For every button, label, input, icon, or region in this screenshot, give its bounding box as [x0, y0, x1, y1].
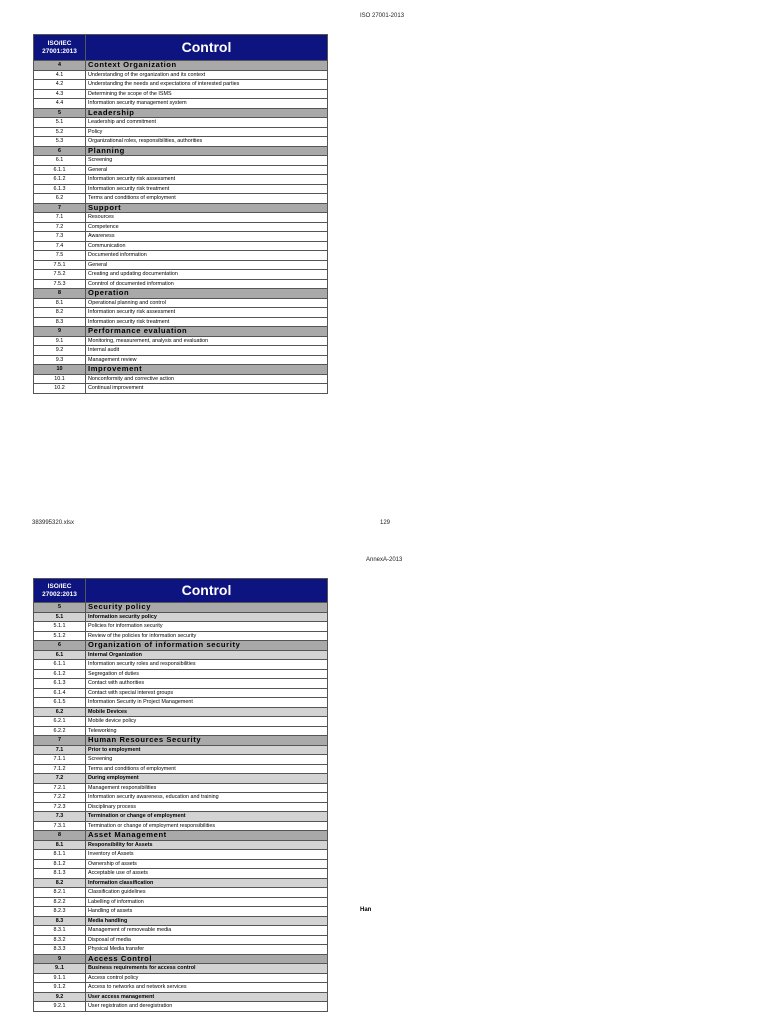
clause-number: 6.1.5 — [34, 698, 86, 708]
clause-title: Policy — [86, 127, 328, 137]
clause-title: Responsibility for Assets — [86, 840, 328, 850]
subsection-row — [34, 612, 328, 622]
table-row — [34, 973, 328, 983]
clause-title: Resources — [86, 213, 328, 223]
subsection-row — [34, 840, 328, 850]
table-row — [34, 374, 328, 384]
clause-number: 9.2.1 — [34, 1002, 86, 1012]
clause-title: Termination or change of employment responsibilities — [86, 821, 328, 831]
clause-number: 8.2.3 — [34, 907, 86, 917]
clause-number: 6.1.2 — [34, 175, 86, 185]
clause-number: 4.1 — [34, 70, 86, 80]
table-row — [34, 317, 328, 327]
clause-number: 6.1.3 — [34, 184, 86, 194]
clause-title: Operational planning and control — [86, 298, 328, 308]
clause-number: 8.1 — [34, 298, 86, 308]
clause-title: Security policy — [86, 603, 328, 613]
clause-number: 9 — [34, 954, 86, 964]
table-row — [34, 175, 328, 185]
clause-number: 5.1.1 — [34, 622, 86, 632]
subsection-row — [34, 774, 328, 784]
table-row — [34, 355, 328, 365]
table-row — [34, 308, 328, 318]
clause-number: 6.1 — [34, 156, 86, 166]
clause-title: Physical Media transfer — [86, 945, 328, 955]
section-row — [34, 108, 328, 118]
clause-number: 5 — [34, 108, 86, 118]
table-row — [34, 821, 328, 831]
table-row — [34, 184, 328, 194]
section-row — [34, 736, 328, 746]
clause-title: Contact with special interest groups — [86, 688, 328, 698]
table-row — [34, 907, 328, 917]
clause-number: 7.5.1 — [34, 260, 86, 270]
subsection-row — [34, 745, 328, 755]
table-row — [34, 660, 328, 670]
clause-title: Context Organization — [86, 61, 328, 71]
table-row — [34, 270, 328, 280]
side-note: Han — [360, 907, 372, 913]
clause-title: Prior to employment — [86, 745, 328, 755]
clause-number: 7.2.3 — [34, 802, 86, 812]
clause-title: Termination or change of employment — [86, 812, 328, 822]
table-title-row — [34, 579, 328, 603]
clause-title: During employment — [86, 774, 328, 784]
clause-title: Understanding of the organization and its context — [86, 70, 328, 80]
clause-number: 6 — [34, 641, 86, 651]
clause-number: 6.1.4 — [34, 688, 86, 698]
clause-number: 8.2 — [34, 878, 86, 888]
table-row — [34, 384, 328, 394]
table-row — [34, 926, 328, 936]
clause-number: 8.3.1 — [34, 926, 86, 936]
table-row — [34, 251, 328, 261]
clause-title: Terms and conditions of employment — [86, 194, 328, 204]
clause-number: 6 — [34, 146, 86, 156]
clause-title: Internal Organization — [86, 650, 328, 660]
table-row — [34, 70, 328, 80]
clause-number: 5.1.2 — [34, 631, 86, 641]
clause-title: Awareness — [86, 232, 328, 242]
clause-number: 8.3 — [34, 916, 86, 926]
clause-title: Management responsibilities — [86, 783, 328, 793]
table-row — [34, 118, 328, 128]
table-row — [34, 935, 328, 945]
clause-title: Segregation of duties — [86, 669, 328, 679]
table-row — [34, 850, 328, 860]
clause-title: Business requirements for access control — [86, 964, 328, 974]
table-row — [34, 688, 328, 698]
table-row — [34, 194, 328, 204]
clause-number: 5 — [34, 603, 86, 613]
clause-number: 7.3 — [34, 812, 86, 822]
clause-title: Operation — [86, 289, 328, 299]
table-row — [34, 717, 328, 727]
table-row — [34, 156, 328, 166]
clause-number: 9 — [34, 327, 86, 337]
clause-number: 6.1.2 — [34, 669, 86, 679]
subsection-row — [34, 916, 328, 926]
clause-number: 7.2 — [34, 774, 86, 784]
standard-label: ISO/IEC 27002:2013 — [34, 579, 86, 603]
clause-title: Competence — [86, 222, 328, 232]
clause-title: Organizational roles, responsibilities, authorities — [86, 137, 328, 147]
clause-title: User access management — [86, 992, 328, 1002]
clause-title: Support — [86, 203, 328, 213]
clause-number: 8 — [34, 289, 86, 299]
page-footer-number: 129 — [380, 520, 391, 526]
table-row — [34, 232, 328, 242]
table-row — [34, 726, 328, 736]
clause-number: 4.4 — [34, 99, 86, 109]
table-row — [34, 793, 328, 803]
clause-title: Acceptable use of assets — [86, 869, 328, 879]
clause-number: 10 — [34, 365, 86, 375]
table-row — [34, 1002, 328, 1012]
clause-title: Disposal of media — [86, 935, 328, 945]
section-row — [34, 289, 328, 299]
clause-title: Leadership — [86, 108, 328, 118]
section-row — [34, 61, 328, 71]
clause-title: Handling of assets — [86, 907, 328, 917]
clause-number: 6.1.1 — [34, 165, 86, 175]
section-row — [34, 203, 328, 213]
table-row — [34, 679, 328, 689]
table-row — [34, 669, 328, 679]
clause-title: Information Security in Project Management — [86, 698, 328, 708]
subsection-row — [34, 812, 328, 822]
clause-title: Asset Management — [86, 831, 328, 841]
clause-number: 7.5 — [34, 251, 86, 261]
clause-title: Policies for information security — [86, 622, 328, 632]
clause-title: Nonconformity and corrective action — [86, 374, 328, 384]
iso-27001-control-table — [33, 34, 328, 394]
clause-title: Management review — [86, 355, 328, 365]
table-row — [34, 888, 328, 898]
clause-title: Information security policy — [86, 612, 328, 622]
clause-number: 6.2.2 — [34, 726, 86, 736]
subsection-row — [34, 707, 328, 717]
subsection-row — [34, 650, 328, 660]
clause-title: Creating and updating documentation — [86, 270, 328, 280]
clause-number: 9.1.1 — [34, 973, 86, 983]
clause-number: 5.3 — [34, 137, 86, 147]
table-row — [34, 869, 328, 879]
clause-number: 7.1 — [34, 213, 86, 223]
table-row — [34, 99, 328, 109]
clause-title: Information security risk treatment — [86, 317, 328, 327]
clause-number: 6.2.1 — [34, 717, 86, 727]
section-row — [34, 641, 328, 651]
clause-number: 10.2 — [34, 384, 86, 394]
clause-number: 6.2 — [34, 707, 86, 717]
table-row — [34, 783, 328, 793]
clause-title: Ownership of assets — [86, 859, 328, 869]
clause-title: Communication — [86, 241, 328, 251]
clause-number: 7.1.2 — [34, 764, 86, 774]
clause-number: 7.3.1 — [34, 821, 86, 831]
subsection-row — [34, 992, 328, 1002]
table-row — [34, 631, 328, 641]
table-row — [34, 802, 328, 812]
clause-number: 7.5.2 — [34, 270, 86, 280]
clause-number: 6.1.3 — [34, 679, 86, 689]
clause-title: Inventory of Assets — [86, 850, 328, 860]
clause-number: 7.4 — [34, 241, 86, 251]
clause-title: General — [86, 165, 328, 175]
table-row — [34, 346, 328, 356]
clause-number: 7 — [34, 203, 86, 213]
clause-number: 7.1.1 — [34, 755, 86, 765]
clause-number: 8.1.2 — [34, 859, 86, 869]
clause-number: 8.3 — [34, 317, 86, 327]
clause-title: Monitoring, measurement, analysis and evaluation — [86, 336, 328, 346]
clause-title: Information security risk assessment — [86, 175, 328, 185]
clause-title: Access Control — [86, 954, 328, 964]
table-row — [34, 983, 328, 993]
clause-title: Continual improvement — [86, 384, 328, 394]
clause-number: 9..1 — [34, 964, 86, 974]
table-row — [34, 213, 328, 223]
section-row — [34, 831, 328, 841]
clause-number: 4 — [34, 61, 86, 71]
subsection-row — [34, 878, 328, 888]
clause-title: Organization of information security — [86, 641, 328, 651]
table-title-row — [34, 35, 328, 61]
clause-title: Documented information — [86, 251, 328, 261]
clause-title: Conntrol of documented information — [86, 279, 328, 289]
section-row — [34, 603, 328, 613]
table-row — [34, 298, 328, 308]
clause-number: 9.1 — [34, 336, 86, 346]
clause-number: 8.2.2 — [34, 897, 86, 907]
clause-title: Mobile Devices — [86, 707, 328, 717]
table-row — [34, 165, 328, 175]
clause-number: 7.2 — [34, 222, 86, 232]
clause-number: 5.1 — [34, 612, 86, 622]
clause-number: 9.1.2 — [34, 983, 86, 993]
clause-number: 6.1.1 — [34, 660, 86, 670]
clause-title: Media handling — [86, 916, 328, 926]
clause-number: 6.2 — [34, 194, 86, 204]
clause-title: Review of the policies for information security — [86, 631, 328, 641]
clause-title: Terms and conditions of employment — [86, 764, 328, 774]
clause-number: 6.1 — [34, 650, 86, 660]
clause-number: 5.2 — [34, 127, 86, 137]
clause-number: 9.2 — [34, 992, 86, 1002]
clause-title: Information security management system — [86, 99, 328, 109]
table-row — [34, 80, 328, 90]
clause-title: User registration and deregistration — [86, 1002, 328, 1012]
table-row — [34, 89, 328, 99]
clause-number: 10.1 — [34, 374, 86, 384]
clause-title: Information security awareness, education and training — [86, 793, 328, 803]
clause-number: 7.2.1 — [34, 783, 86, 793]
page-header-right: ISO 27001-2013 — [360, 13, 405, 19]
clause-title: Access to networks and network services — [86, 983, 328, 993]
clause-number: 8.1 — [34, 840, 86, 850]
clause-number: 4.2 — [34, 80, 86, 90]
table-row — [34, 137, 328, 147]
clause-number: 8.2 — [34, 308, 86, 318]
clause-number: 9.3 — [34, 355, 86, 365]
clause-title: Understanding the needs and expectations of interested parties — [86, 80, 328, 90]
clause-title: Access control policy — [86, 973, 328, 983]
clause-title: Human Resources Security — [86, 736, 328, 746]
section-row — [34, 954, 328, 964]
clause-number: 8.2.1 — [34, 888, 86, 898]
clause-title: Screening — [86, 755, 328, 765]
clause-number: 8.3.3 — [34, 945, 86, 955]
clause-number: 8.1.3 — [34, 869, 86, 879]
clause-title: Internal audit — [86, 346, 328, 356]
clause-title: Labelling of information — [86, 897, 328, 907]
clause-title: Classification guidelines — [86, 888, 328, 898]
clause-number: 7.5.3 — [34, 279, 86, 289]
clause-number: 8.3.2 — [34, 935, 86, 945]
clause-title: Information classification — [86, 878, 328, 888]
table-row — [34, 859, 328, 869]
clause-title: Planning — [86, 146, 328, 156]
clause-number: 7.3 — [34, 232, 86, 242]
table-title: Control — [86, 579, 328, 603]
table-title: Control — [86, 35, 328, 61]
iso-27002-control-table — [33, 578, 328, 1012]
clause-title: Management of removeable media — [86, 926, 328, 936]
clause-title: Information security risk assessment — [86, 308, 328, 318]
clause-title: Teleworking — [86, 726, 328, 736]
table-row — [34, 897, 328, 907]
table-row — [34, 764, 328, 774]
table-row — [34, 336, 328, 346]
clause-title: Determining the scope of the ISMS — [86, 89, 328, 99]
clause-title: Contact with authorities — [86, 679, 328, 689]
section-row — [34, 327, 328, 337]
clause-title: Performance evaluation — [86, 327, 328, 337]
clause-title: Improvement — [86, 365, 328, 375]
clause-number: 7.1 — [34, 745, 86, 755]
page-header-right: AnnexA-2013 — [366, 557, 403, 563]
clause-title: Information security roles and responsibilities — [86, 660, 328, 670]
table-row — [34, 260, 328, 270]
clause-number: 9.2 — [34, 346, 86, 356]
table-row — [34, 127, 328, 137]
clause-title: Disciplinary process — [86, 802, 328, 812]
clause-title: General — [86, 260, 328, 270]
clause-number: 5.1 — [34, 118, 86, 128]
standard-label: ISO/IEC 27001:2013 — [34, 35, 86, 61]
table-row — [34, 755, 328, 765]
table-row — [34, 241, 328, 251]
section-row — [34, 146, 328, 156]
clause-title: Screening — [86, 156, 328, 166]
clause-number: 7.2.2 — [34, 793, 86, 803]
table-row — [34, 622, 328, 632]
clause-number: 8.1.1 — [34, 850, 86, 860]
clause-title: Mobile device policy — [86, 717, 328, 727]
page-footer-filename: 383995320.xlsx — [32, 520, 75, 526]
table-row — [34, 945, 328, 955]
clause-title: Information security risk treatment — [86, 184, 328, 194]
table-row — [34, 279, 328, 289]
section-row — [34, 365, 328, 375]
clause-number: 8 — [34, 831, 86, 841]
table-row — [34, 222, 328, 232]
clause-number: 4.3 — [34, 89, 86, 99]
clause-title: Leadership and commitment — [86, 118, 328, 128]
table-row — [34, 698, 328, 708]
clause-number: 7 — [34, 736, 86, 746]
subsection-row — [34, 964, 328, 974]
